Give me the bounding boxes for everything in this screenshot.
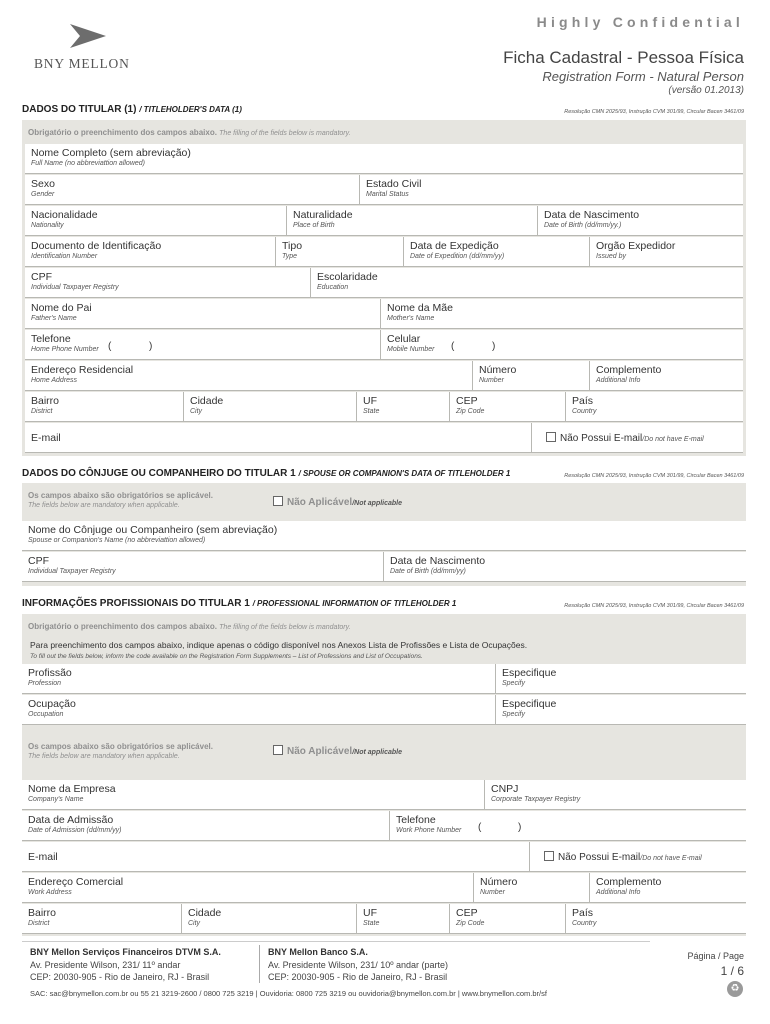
work-address-complement-field[interactable]: Complemento Additional Info	[590, 873, 746, 903]
footer-contact-line: SAC: sac@bnymellon.com.br ou 55 21 3219-2600 / 0800 725 3219 | Ouvidoria: 0800 725 3219 ou ouvidoria@bnymellon.com.br | www.bnymellon.com.br/sf	[30, 989, 547, 998]
spouse-name-field[interactable]: Nome do Cônjuge ou Companheiro (sem abreviação) Spouse or Companion's Name (no abbreviattion allowed)	[22, 521, 746, 551]
work-email-field[interactable]: E-mail	[22, 842, 530, 872]
section1-panel	[22, 120, 746, 456]
nationality-field[interactable]: Nacionalidade Nationality	[25, 206, 287, 236]
section2-note: Os campos abaixo são obrigatórios se aplicável. The fields below are mandatory when applicable.	[28, 491, 213, 509]
form-version: (versão 01.2013)	[668, 85, 744, 96]
form-title-block	[503, 48, 744, 96]
work-city-field[interactable]: Cidade City	[182, 904, 357, 934]
footer-divider	[22, 941, 650, 942]
work-no-email-cell	[530, 842, 746, 872]
work-district-field[interactable]: Bairro District	[22, 904, 182, 934]
profession-field[interactable]: Profissão Profession	[22, 664, 496, 694]
identification-document-field[interactable]: Documento de Identificação Identification Number	[25, 237, 276, 267]
work-state-field[interactable]: UF State	[357, 904, 450, 934]
email-field[interactable]: E-mail	[25, 423, 532, 453]
zip-code-field[interactable]: CEP Zip Code	[450, 392, 566, 422]
work-phone-field[interactable]: Telefone Work Phone Number ( )	[390, 811, 746, 841]
address-number-field[interactable]: Número Number	[473, 361, 590, 391]
page-indicator: Página / Page 1 / 6	[687, 951, 744, 978]
gender-field[interactable]: Sexo Gender	[25, 175, 360, 205]
spouse-not-applicable-checkbox[interactable]: Não Aplicável/Not applicable	[273, 496, 402, 508]
section2-title: DADOS DO CÔNJUGE OU COMPANHEIRO DO TITULAR 1 / SPOUSE OR COMPANION'S DATA OF TITLEHOLDER 1	[22, 468, 511, 479]
occupation-specify-field[interactable]: Especifique Specify	[496, 695, 746, 725]
logo-arrow-icon	[70, 24, 106, 48]
checkbox-icon	[273, 745, 283, 755]
expedition-date-field[interactable]: Data de Expedição Date of Expedition (dd/mm/yy)	[404, 237, 590, 267]
place-of-birth-field[interactable]: Naturalidade Place of Birth	[287, 206, 538, 236]
full-name-field[interactable]: Nome Completo (sem abreviação) Full Name (no abbreviattion allowed)	[25, 144, 743, 174]
home-address-field[interactable]: Endereço Residencial Home Address	[25, 361, 473, 391]
cpf-field[interactable]: CPF Individual Taxpayer Registry	[25, 268, 311, 298]
occupation-field[interactable]: Ocupação Occupation	[22, 695, 496, 725]
document-type-field[interactable]: Tipo Type	[276, 237, 404, 267]
admission-date-field[interactable]: Data de Admissão Date of Admission (dd/mm/yy)	[22, 811, 390, 841]
work-zip-code-field[interactable]: CEP Zip Code	[450, 904, 566, 934]
work-address-number-field[interactable]: Número Number	[474, 873, 590, 903]
spouse-cpf-field[interactable]: CPF Individual Taxpayer Registry	[22, 552, 384, 582]
section2-regulation: Resolução CMN 2025/93, Instrução CVM 301/99, Circular Bacen 3461/09	[564, 473, 744, 479]
father-name-field[interactable]: Nome do Pai Father's Name	[25, 299, 381, 329]
footer-company2: BNY Mellon Banco S.A. Av. Presidente Wilson, 231/ 10º andar (parte) CEP: 20030-905 - Rio de Janeiro, RJ - Brasil	[268, 947, 449, 982]
section3-panel	[22, 614, 746, 936]
no-email-cell	[532, 423, 743, 453]
section1-note: Obrigatório o preenchimento dos campos abaixo. The filling of the fields below is mandatory.	[28, 128, 351, 137]
footer-company1: BNY Mellon Serviços Financeiros DTVM S.A. Av. Presidente Wilson, 231/ 11º andar CEP: 20030-905 - Rio de Janeiro, RJ - Brasil	[30, 947, 221, 982]
district-field[interactable]: Bairro District	[25, 392, 184, 422]
home-phone-field[interactable]: Telefone Home Phone Number ( )	[25, 330, 381, 360]
footer-separator	[259, 945, 260, 983]
mother-name-field[interactable]: Nome da Mãe Mother's Name	[381, 299, 743, 329]
marital-status-field[interactable]: Estado Civil Marital Status	[360, 175, 743, 205]
checkbox-icon	[546, 432, 556, 442]
work-country-field[interactable]: País Country	[566, 904, 746, 934]
recycle-seal-icon: ♻	[727, 981, 743, 997]
logo-text: BNY MELLON	[34, 56, 130, 71]
work-no-email-checkbox[interactable]: Não Possui E-mail/Do not have E-mail	[544, 851, 702, 863]
address-complement-field[interactable]: Complemento Additional Info	[590, 361, 743, 391]
section3-note2: Os campos abaixo são obrigatórios se aplicável. The fields below are mandatory when applicable.	[28, 742, 213, 760]
profession-specify-field[interactable]: Especifique Specify	[496, 664, 746, 694]
section2-panel	[22, 483, 746, 586]
date-of-birth-field[interactable]: Data de Nascimento Date of Birth (dd/mm/yy.)	[538, 206, 743, 236]
spouse-birth-date-field[interactable]: Data de Nascimento Date of Birth (dd/mm/yy)	[384, 552, 746, 582]
bny-mellon-logo	[28, 24, 148, 74]
mobile-phone-field[interactable]: Celular Mobile Number ( )	[381, 330, 743, 360]
section3-note: Obrigatório o preenchimento dos campos abaixo. The filling of the fields below is mandatory.	[28, 622, 351, 631]
country-field[interactable]: País Country	[566, 392, 743, 422]
city-field[interactable]: Cidade City	[184, 392, 357, 422]
education-field[interactable]: Escolaridade Education	[311, 268, 743, 298]
state-field[interactable]: UF State	[357, 392, 450, 422]
section3-instructions: Para preenchimento dos campos abaixo, indique apenas o código disponível nos Anexos Lista de Profissões e Lista de Ocupações. To fill out the fields below, inform the code available on the Registration Form Supplements – List of Professions and List of Occupations.	[30, 640, 528, 660]
checkbox-icon	[544, 851, 554, 861]
section3-regulation: Resolução CMN 2025/93, Instrução CVM 301/99, Circular Bacen 3461/09	[564, 603, 744, 609]
section1-title: DADOS DO TITULAR (1) / TITLEHOLDER'S DATA (1)	[22, 104, 242, 115]
section3-title: INFORMAÇÕES PROFISSIONAIS DO TITULAR 1 / PROFESSIONAL INFORMATION OF TITLEHOLDER 1	[22, 598, 457, 609]
work-address-field[interactable]: Endereço Comercial Work Address	[22, 873, 474, 903]
confidential-label: Highly Confidential	[536, 14, 744, 30]
form-subtitle: Registration Form - Natural Person	[542, 69, 744, 84]
checkbox-icon	[273, 496, 283, 506]
no-email-checkbox[interactable]: Não Possui E-mail/Do not have E-mail	[546, 432, 704, 444]
cnpj-field[interactable]: CNPJ Corporate Taxpayer Registry	[485, 780, 746, 810]
section1-regulation: Resolução CMN 2025/93, Instrução CVM 301/99, Circular Bacen 3461/09	[564, 109, 744, 115]
company-name-field[interactable]: Nome da Empresa Company's Name	[22, 780, 485, 810]
issued-by-field[interactable]: Orgão Expedidor Issued by	[590, 237, 743, 267]
work-not-applicable-checkbox[interactable]: Não Aplicável/Not applicable	[273, 745, 402, 757]
form-title: Ficha Cadastral - Pessoa Física	[503, 48, 744, 67]
